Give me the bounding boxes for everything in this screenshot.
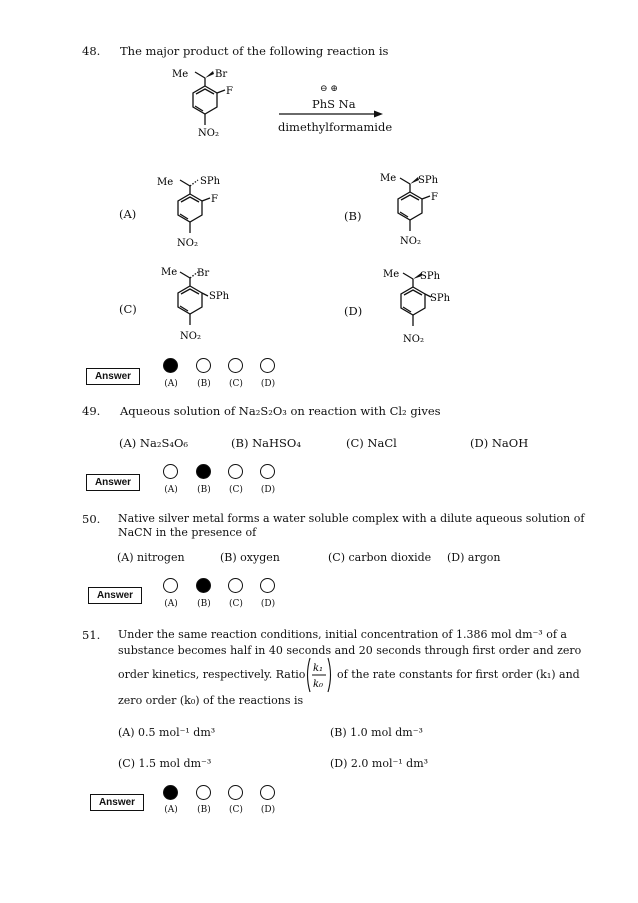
option-a-structure (150, 170, 230, 252)
question-text-line1: Native silver metal forms a water soluble complex with a dilute aqueous solution of (118, 512, 585, 525)
bubble-label-b: (B) (197, 485, 211, 495)
bubble-label-b: (B) (197, 379, 211, 389)
answer-bubble-a[interactable] (163, 464, 178, 479)
option-d: (D) NaOH (470, 436, 529, 450)
answer-bubble-b[interactable] (196, 358, 211, 373)
question-text-line3a: order kinetics, respectively. Ratio (118, 668, 306, 681)
question-text-line3b: of the rate constants for first order (k₁) and (337, 668, 580, 681)
svg-text:Me: Me (157, 177, 174, 188)
option-b-structure (370, 168, 450, 250)
bubble-label-a: (A) (164, 599, 178, 609)
ratio-denominator: k₀ (313, 679, 324, 690)
question-number: 50. (82, 512, 101, 526)
option-d: (D) 2.0 mol⁻¹ dm³ (330, 757, 429, 770)
answer-bubble-d[interactable] (260, 358, 275, 373)
svg-text:SPh: SPh (209, 291, 230, 302)
svg-text:SPh: SPh (200, 176, 221, 187)
bubble-label-c: (C) (229, 379, 243, 389)
option-c-label: (C) (119, 302, 137, 316)
option-d: (D) argon (447, 551, 501, 564)
answer-bubble-d[interactable] (260, 464, 275, 479)
svg-text:SPh: SPh (420, 271, 441, 282)
svg-text:SPh: SPh (430, 293, 451, 304)
answer-bubble-d[interactable] (260, 578, 275, 593)
bubble-label-a: (A) (164, 485, 178, 495)
answer-label: Answer (86, 368, 140, 385)
answer-bubble-b[interactable] (196, 785, 211, 800)
label-br: Br (215, 69, 228, 80)
option-a: (A) Na₂S₄O₆ (119, 436, 188, 450)
answer-bubble-c[interactable] (228, 464, 243, 479)
svg-text:Me: Me (380, 173, 397, 184)
svg-text:F: F (431, 192, 438, 203)
label-me: Me (172, 69, 189, 80)
option-b: (B) 1.0 mol dm⁻³ (330, 726, 423, 739)
svg-text:SPh: SPh (418, 175, 439, 186)
bubble-label-b: (B) (197, 805, 211, 815)
option-b: (B) oxygen (220, 551, 280, 564)
bubble-label-b: (B) (197, 599, 211, 609)
answer-bubble-b[interactable] (196, 578, 211, 593)
question-text-line1: Under the same reaction conditions, initial concentration of 1.386 mol dm⁻³ of a (118, 628, 567, 641)
svg-text:NO₂: NO₂ (180, 331, 201, 342)
answer-bubble-c[interactable] (228, 785, 243, 800)
reactant-structure (165, 62, 245, 144)
answer-bubble-c[interactable] (228, 358, 243, 373)
svg-text:NO₂: NO₂ (400, 236, 421, 247)
option-c: (C) 1.5 mol dm⁻³ (118, 757, 212, 770)
option-b-label: (B) (344, 209, 362, 223)
option-c-structure (150, 262, 240, 344)
svg-text:NO₂: NO₂ (177, 238, 198, 249)
bubble-label-a: (A) (164, 379, 178, 389)
bubble-label-d: (D) (260, 379, 276, 389)
reagent-charges: ⊖ ⊕ (320, 84, 338, 94)
answer-bubble-c[interactable] (228, 578, 243, 593)
reaction-arrow (277, 109, 387, 119)
question-text: The major product of the following reaction is (120, 44, 389, 58)
option-a: (A) 0.5 mol⁻¹ dm³ (118, 726, 216, 739)
answer-bubble-a[interactable] (163, 785, 178, 800)
option-a-label: (A) (119, 207, 137, 221)
bubble-label-c: (C) (229, 599, 243, 609)
svg-text:NO₂: NO₂ (403, 334, 424, 345)
answer-label: Answer (90, 794, 144, 811)
answer-label: Answer (86, 474, 140, 491)
svg-text:Me: Me (383, 269, 400, 280)
reagent-top: PhS Na (312, 97, 356, 111)
question-text-line2: NaCN in the presence of (118, 526, 257, 539)
question-number: 51. (82, 628, 101, 642)
question-text-line2: substance becomes half in 40 seconds and 20 seconds through first order and zero (118, 644, 582, 657)
label-f: F (226, 86, 233, 97)
svg-text:Br: Br (197, 268, 210, 279)
answer-bubble-d[interactable] (260, 785, 275, 800)
bubble-label-d: (D) (260, 805, 276, 815)
question-number: 49. (82, 404, 101, 418)
bubble-label-d: (D) (260, 485, 276, 495)
answer-bubble-a[interactable] (163, 578, 178, 593)
answer-label: Answer (88, 587, 142, 604)
question-number: 48. (82, 44, 101, 58)
svg-text:F: F (211, 194, 218, 205)
bubble-label-c: (C) (229, 805, 243, 815)
option-c: (C) carbon dioxide (328, 551, 432, 564)
option-d-label: (D) (344, 304, 363, 318)
bubble-label-c: (C) (229, 485, 243, 495)
ratio-fraction (304, 656, 334, 694)
option-d-structure (373, 263, 463, 345)
reagent-bottom: dimethylformamide (278, 120, 393, 134)
label-no2: NO₂ (198, 128, 219, 139)
question-text-line4: zero order (k₀) of the reactions is (118, 694, 304, 707)
option-c: (C) NaCl (346, 436, 397, 450)
answer-bubble-a[interactable] (163, 358, 178, 373)
ratio-numerator: k₁ (313, 663, 324, 674)
svg-text:Me: Me (161, 267, 178, 278)
answer-bubble-b[interactable] (196, 464, 211, 479)
option-a: (A) nitrogen (117, 551, 185, 564)
question-text: Aqueous solution of Na₂S₂O₃ on reaction with Cl₂ gives (120, 404, 441, 418)
option-b: (B) NaHSO₄ (231, 436, 301, 450)
bubble-label-a: (A) (164, 805, 178, 815)
bubble-label-d: (D) (260, 599, 276, 609)
